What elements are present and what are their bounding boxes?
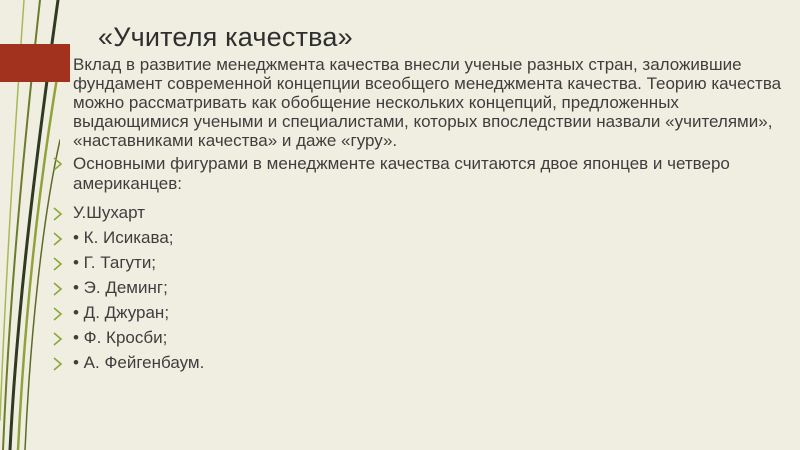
- list-item: [52, 327, 787, 349]
- list-item: [52, 154, 787, 194]
- arrow-icon: [52, 306, 64, 322]
- arrow-icon: [52, 156, 64, 172]
- arrow-icon: [52, 331, 64, 347]
- list-item-text: • Э. Деминг;: [73, 278, 168, 297]
- list-item-text: • А. Фейгенбаум.: [73, 353, 205, 372]
- slide-title: «Учителя качества»: [98, 22, 353, 52]
- arrow-icon: [52, 206, 64, 222]
- arrow-icon: [52, 231, 64, 247]
- list-item: [52, 202, 787, 224]
- arrow-icon: [52, 356, 64, 372]
- arrow-icon: [52, 281, 64, 297]
- arrow-icon: [52, 256, 64, 272]
- list-item: [52, 252, 787, 274]
- list-item: [52, 55, 787, 150]
- list-item-text: • Г. Тагути;: [73, 253, 157, 272]
- list-item-text: • Д. Джуран;: [73, 303, 170, 322]
- list-item: [52, 227, 787, 249]
- list-item: [52, 352, 787, 374]
- list-item: [52, 302, 787, 324]
- slide-content: [52, 55, 787, 377]
- intro-text: Вклад в развитие менеджмента качества внесли ученые разных стран, заложившие фундамент современной концепции всеобщего менеджмента качества. Теорию качества можно рассматривать как обобщение нескольких концепций, предложенных выдающимися учеными и специалистами, которых впоследствии назвали «учителями», «наставниками качества» и даже «гуру».: [73, 55, 782, 150]
- list-item-text: • К. Исикава;: [73, 228, 174, 247]
- list-item-text: • Ф. Кросби;: [73, 328, 168, 347]
- list-item-text: Основными фигурами в менеджменте качества считаются двое японцев и четверо американцев:: [73, 154, 730, 193]
- list-item-text: У.Шухарт: [73, 203, 145, 222]
- list-item: [52, 277, 787, 299]
